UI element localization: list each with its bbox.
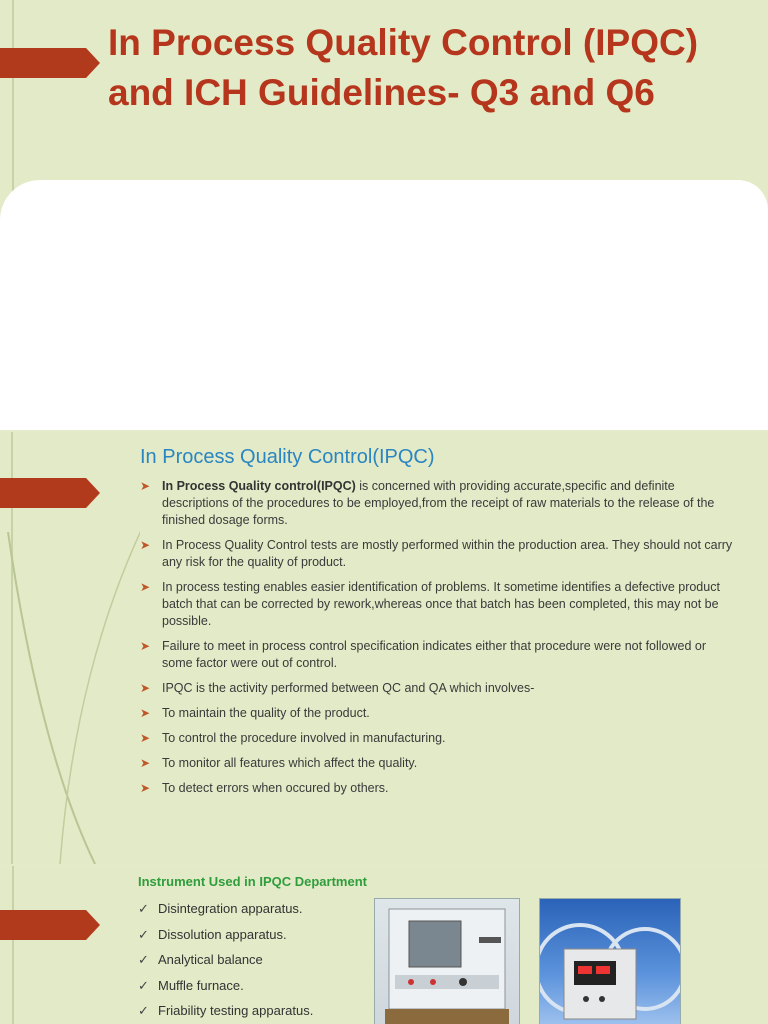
check-icon: ✓ (138, 952, 149, 967)
decorative-line (12, 866, 14, 1024)
slide-heading: Instrument Used in IPQC Department (138, 874, 367, 889)
bullet-text: In Process Quality Control tests are mostly performed within the production area. They should not carry any risk for the quality of product. (162, 538, 733, 569)
arrow-bullet-icon: ➤ (140, 756, 151, 770)
instrument-item (138, 947, 313, 973)
arrow-marker-icon (0, 478, 86, 508)
arrow-bullet-icon: ➤ (140, 731, 151, 745)
muffle-furnace-image (374, 898, 520, 1024)
arrow-marker-icon (0, 48, 86, 78)
bullet-text: In process testing enables easier identification of problems. It sometime identifies a defective product batch that can be corrected by rework,whereas once that batch has been completed, this may not be possible. (162, 580, 720, 628)
bullet-text: To maintain the quality of the product. (162, 706, 370, 720)
instrument-list (138, 896, 313, 1024)
check-icon: ✓ (138, 977, 149, 993)
arrow-bullet-icon: ➤ (140, 538, 151, 552)
arrow-bullet-icon: ➤ (140, 781, 151, 795)
bullet-text: To detect errors when occured by others. (162, 781, 389, 795)
check-icon: ✓ (138, 1003, 149, 1018)
check-icon: ✓ (138, 926, 149, 942)
arrow-marker-icon (0, 910, 86, 940)
bullet-item (140, 730, 740, 747)
instrument-label: Analytical balance (158, 952, 263, 967)
arrow-bullet-icon: ➤ (140, 681, 151, 695)
slide-instruments (0, 866, 768, 1024)
slide-heading: In Process Quality Control(IPQC) (140, 446, 435, 468)
bullet-text: is concerned with providing accurate,specific and definite descriptions of the procedures to be employed,from the receipt of raw materials to the release of the finished dosage forms. (162, 479, 715, 527)
arrow-bullet-icon: ➤ (140, 580, 151, 594)
slide-title (0, 0, 768, 430)
bullet-text: Failure to meet in process control specification indicates either that procedure were not followed or some factor were out of control. (162, 639, 707, 670)
bullet-item (140, 705, 740, 722)
bullet-text: To control the procedure involved in manufacturing. (162, 731, 446, 745)
bullet-item (140, 478, 740, 529)
slide-title-heading: In Process Quality Control (IPQC) and ICH Guidelines- Q3 and Q6 (108, 22, 699, 113)
instrument-label: Disintegration apparatus. (158, 901, 303, 916)
slide-ipqc (0, 432, 768, 864)
instrument-item (138, 998, 313, 1024)
redacted-area (0, 180, 768, 430)
bullet-strong-text: In Process Quality control(IPQC) (162, 479, 356, 493)
bullet-item (140, 755, 740, 772)
arrow-bullet-icon: ➤ (140, 639, 151, 653)
bullet-list (140, 478, 740, 805)
bullet-item (140, 579, 740, 630)
instrument-label: Muffle furnace. (158, 977, 244, 993)
arrow-bullet-icon: ➤ (140, 479, 151, 493)
bullet-text: To monitor all features which affect the quality. (162, 756, 418, 770)
check-icon: ✓ (138, 901, 149, 916)
instrument-item (138, 922, 313, 948)
instrument-item (138, 896, 313, 922)
arrow-bullet-icon: ➤ (140, 706, 151, 720)
instrument-label: Dissolution apparatus. (158, 926, 287, 942)
bullet-item (140, 638, 740, 672)
friability-tester-image (539, 898, 681, 1024)
bullet-item (140, 537, 740, 571)
bullet-item (140, 780, 740, 797)
instrument-label: Friability testing apparatus. (158, 1003, 314, 1018)
bullet-item (140, 680, 740, 697)
instrument-item (138, 973, 313, 999)
bullet-text: IPQC is the activity performed between QC and QA which involves- (162, 681, 535, 695)
